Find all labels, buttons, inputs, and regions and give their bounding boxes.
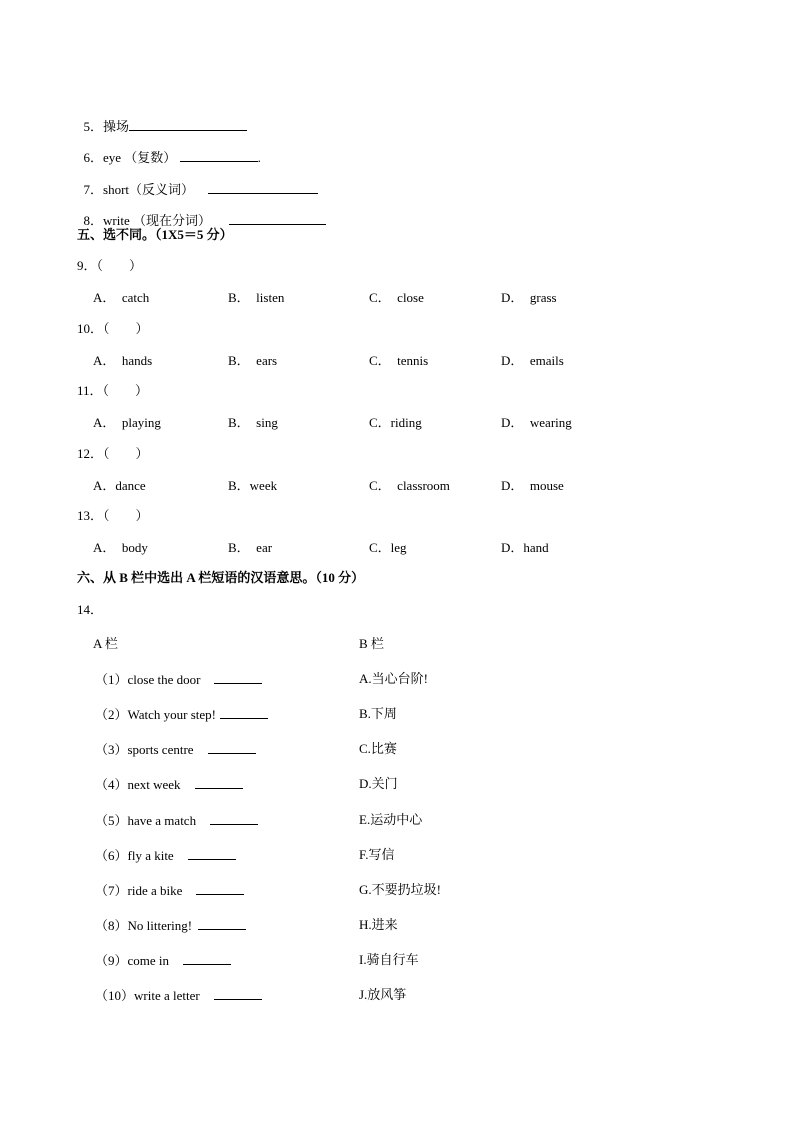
option-a[interactable]: A． catch bbox=[93, 290, 150, 305]
option-c[interactable]: C． close bbox=[369, 290, 424, 305]
column-a-header: A 栏 bbox=[93, 636, 118, 651]
answer-blank[interactable] bbox=[198, 917, 246, 930]
match-row-b: E.运动中心 bbox=[359, 812, 423, 827]
answer-blank[interactable] bbox=[229, 212, 326, 225]
option-b[interactable]: B． listen bbox=[228, 290, 285, 305]
match-row-a: （2）Watch your step! bbox=[95, 706, 268, 723]
option-c[interactable]: C． classroom bbox=[369, 478, 450, 493]
section-5-title: 五、选不同。（1X5＝5 分） bbox=[77, 227, 233, 242]
match-row-a: （8）No littering! bbox=[95, 917, 246, 934]
answer-blank[interactable] bbox=[129, 118, 247, 131]
answer-blank[interactable] bbox=[188, 847, 236, 860]
match-row-a: （7）ride a bike bbox=[95, 882, 244, 899]
question-label: 14． bbox=[77, 602, 104, 617]
match-row-b: I.骑自行车 bbox=[359, 952, 419, 967]
option-c[interactable]: C． tennis bbox=[369, 353, 429, 368]
match-row-b: A.当心台阶! bbox=[359, 671, 428, 686]
option-b[interactable]: B． ear bbox=[228, 540, 273, 555]
match-row-a: （9）come in bbox=[95, 952, 231, 969]
answer-blank[interactable] bbox=[195, 776, 243, 789]
option-d[interactable]: D． mouse bbox=[501, 478, 564, 493]
answer-blank[interactable] bbox=[214, 987, 262, 1000]
option-b[interactable]: B．week bbox=[228, 478, 278, 493]
answer-blank[interactable] bbox=[183, 952, 231, 965]
match-row-a: （10）write a letter bbox=[95, 987, 262, 1004]
vocab-item-7: 7．short（反义词） bbox=[77, 165, 318, 198]
match-row-b: H.进来 bbox=[359, 917, 398, 932]
vocab-item-6: 6．eye （复数） . bbox=[83, 150, 261, 165]
option-d[interactable]: D．hand bbox=[501, 540, 549, 555]
match-row-b: F.写信 bbox=[359, 847, 395, 862]
answer-blank[interactable] bbox=[208, 181, 318, 194]
option-c[interactable]: C．riding bbox=[369, 415, 422, 430]
option-a[interactable]: A． hands bbox=[93, 353, 153, 368]
option-b[interactable]: B． sing bbox=[228, 415, 278, 430]
question-label: 13．（ ） bbox=[77, 508, 149, 523]
column-b-header: B 栏 bbox=[359, 636, 384, 651]
vocab-item-8: 8．write （现在分词） bbox=[77, 196, 326, 229]
match-row-a: （1）close the door bbox=[95, 671, 262, 688]
question-label: 11．（ ） bbox=[77, 383, 149, 398]
question-label: 10．（ ） bbox=[77, 321, 149, 336]
question-label: 9．（ ） bbox=[77, 258, 143, 273]
question-label: 12．（ ） bbox=[77, 446, 149, 461]
option-a[interactable]: A． body bbox=[93, 540, 148, 555]
option-a[interactable]: A．dance bbox=[93, 478, 146, 493]
match-row-a: （4）next week bbox=[95, 776, 243, 793]
option-d[interactable]: D． emails bbox=[501, 353, 564, 368]
answer-blank[interactable] bbox=[220, 706, 268, 719]
match-row-b: G.不要扔垃圾! bbox=[359, 882, 441, 897]
match-row-b: C.比赛 bbox=[359, 741, 397, 756]
option-c[interactable]: C．leg bbox=[369, 540, 407, 555]
vocab-item-5: 5．操场 bbox=[77, 102, 247, 135]
match-row-b: D.关门 bbox=[359, 776, 398, 791]
match-row-a: （6）fly a kite bbox=[95, 847, 236, 864]
answer-blank[interactable] bbox=[214, 671, 262, 684]
match-row-a: （3）sports centre bbox=[95, 741, 256, 758]
answer-blank[interactable] bbox=[180, 149, 258, 162]
answer-blank[interactable] bbox=[208, 741, 256, 754]
section-6-title: 六、从 B 栏中选出 A 栏短语的汉语意思。（10 分） bbox=[77, 570, 365, 585]
answer-blank[interactable] bbox=[196, 882, 244, 895]
match-row-a: （5）have a match bbox=[95, 812, 258, 829]
option-a[interactable]: A． playing bbox=[93, 415, 161, 430]
option-d[interactable]: D． grass bbox=[501, 290, 557, 305]
option-d[interactable]: D． wearing bbox=[501, 415, 572, 430]
answer-blank[interactable] bbox=[210, 812, 258, 825]
option-b[interactable]: B． ears bbox=[228, 353, 278, 368]
match-row-b: B.下周 bbox=[359, 706, 397, 721]
match-row-b: J.放风筝 bbox=[359, 987, 407, 1002]
